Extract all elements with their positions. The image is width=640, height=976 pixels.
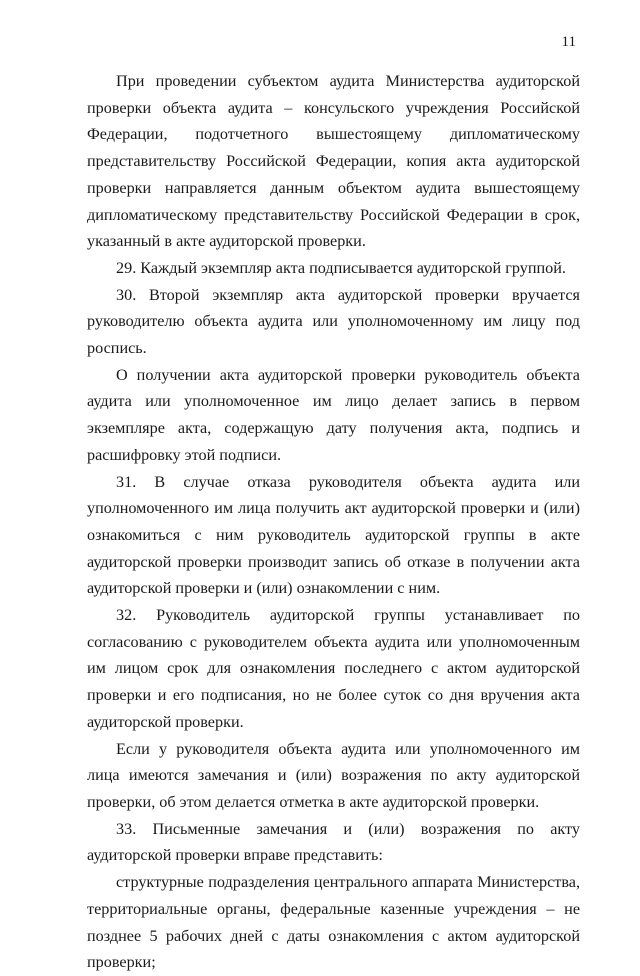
paragraph-structural-units-deadline: структурные подразделения центрального аппарата Министерства, территориальные органы, федеральные казенные учреждения – не позднее 5 рабочих дней с даты ознакомления с актом аудиторской проверки; — [87, 873, 580, 972]
paragraph-33-written-objections: 33. Письменные замечания и (или) возражения по акту аудиторской проверки вправе представить: — [87, 819, 580, 865]
page-number: 11 — [561, 34, 576, 50]
paragraph-31-refusal: 31. В случае отказа руководителя объекта аудита или уполномоченного им лица получить акт аудиторской проверки и (или) ознакомиться с ним руководитель аудиторской группы в акте аудиторской проверки производит запись об отказе в получении акта аудиторской проверки и (или) ознакомлении с ним. — [87, 472, 580, 598]
paragraph-29-act-signing: 29. Каждый экземпляр акта подписывается аудиторской группой. — [116, 258, 566, 277]
document-body — [87, 68, 580, 976]
paragraph-receipt-record: О получении акта аудиторской проверки руководитель объекта аудита или уполномоченное им лицо делает запись в первом экземпляре акта, содержащую дату получения акта, подпись и расшифровку этой подписи. — [87, 365, 580, 464]
paragraph-objections-note: Если у руководителя объекта аудита или уполномоченного им лица имеются замечания и (или) возражения по акту аудиторской проверки, об этом делается отметка в акте аудиторской проверки. — [87, 739, 580, 811]
paragraph-32-review-term: 32. Руководитель аудиторской группы устанавливает по согласованию с руководителем объекта аудита или уполномоченным им лицом срок для ознакомления последнего с актом аудиторской проверки и его подписания, но не более суток со дня вручения акта аудиторской проверки. — [87, 606, 580, 731]
paragraph-consular-audit-copy: При проведении субъектом аудита Министерства аудиторской проверки объекта аудита – консульского учреждения Российской Федерации, подотчетного вышестоящему дипломатическому представительству Российской Федерации, копия акта аудиторской проверки направляется данным объектом аудита вышестоящему дипломатическому представительству Российской Федерации в срок, указанный в акте аудиторской проверки. — [87, 72, 580, 251]
paragraph-30-second-copy: 30. Второй экземпляр акта аудиторской проверки вручается руководителю объекта аудита или уполномоченному им лицу под роспись. — [87, 285, 580, 358]
